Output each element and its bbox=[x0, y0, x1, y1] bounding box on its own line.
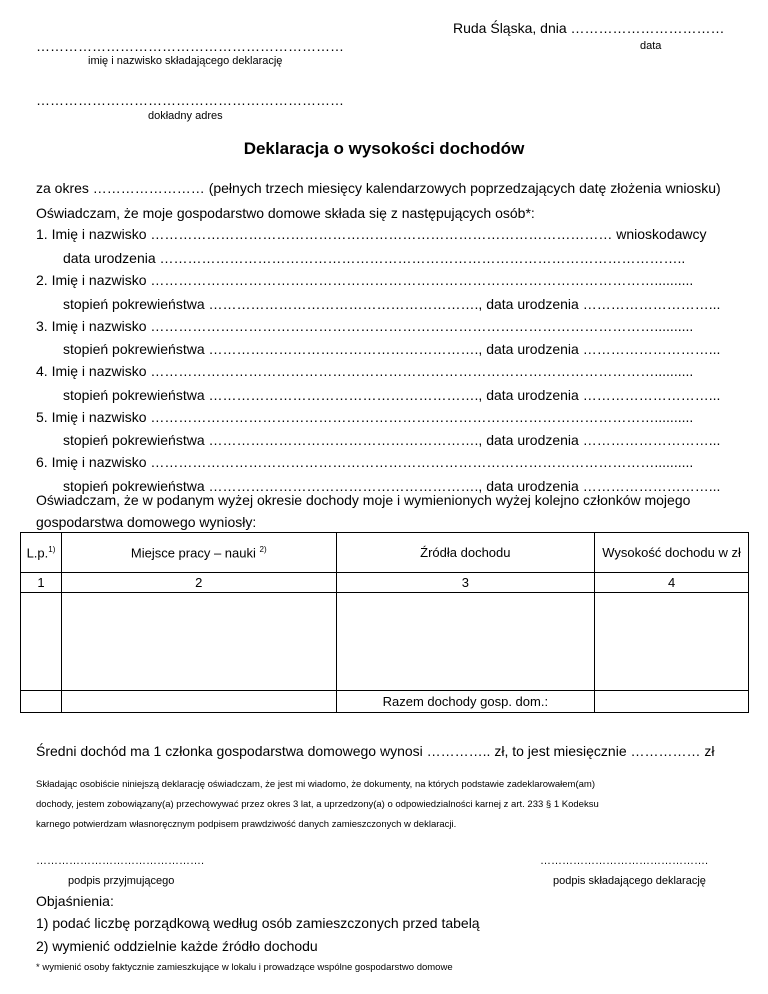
name-line: ………………………………………………………… bbox=[36, 38, 344, 54]
household-intro: Oświadczam, że moje gospodarstwo domowe składa się z następujących osób*: bbox=[36, 205, 535, 221]
header-workplace: Miejsce pracy – nauki $^{2)}$ bbox=[61, 533, 336, 573]
person-4-name: 4. Imię i nazwisko ……………………………………………………………………………………………….......... bbox=[36, 363, 694, 379]
average-income-line: Średni dochód ma 1 członka gospodarstwa domowego wynosi ………….. zł, to jest miesięcznie …………… zł bbox=[36, 743, 715, 759]
statement-line-3: karnego potwierdzam własnoręcznym podpisem prawdziwość danych zamieszczonych w deklaracji. bbox=[36, 819, 457, 830]
page-title: Deklaracja o wysokości dochodów bbox=[243, 139, 525, 158]
header-income-amount: Wysokość dochodu w zł bbox=[595, 533, 749, 573]
signature-declarant-caption: podpis składającego deklarację bbox=[553, 875, 706, 887]
income-intro-2: gospodarstwa domowego wyniosły: bbox=[36, 514, 257, 530]
notes-heading: Objaśnienia: bbox=[36, 893, 114, 909]
signature-receiver-line: ………………………………………. bbox=[36, 855, 205, 867]
address-line: ………………………………………………………… bbox=[36, 92, 344, 108]
total-empty-2 bbox=[61, 691, 336, 713]
statement-line-2: dochody, jestem zobowiązany(a) przechowywać przez okres 3 lat, a uprzedzony(a) o odpowiedzialności karnej z art. 233 § 1 Kodeksu bbox=[36, 799, 599, 810]
header-lp: L.p.$^{1)}$ bbox=[21, 533, 62, 573]
note-2: 2) wymienić oddzielnie każde źródło dochodu bbox=[36, 938, 318, 954]
entry-lp-cell[interactable] bbox=[21, 593, 62, 691]
entry-workplace-cell[interactable] bbox=[61, 593, 336, 691]
person-6-details: stopień pokrewieństwa …………………………………………………., data urodzenia ………………………... bbox=[63, 478, 721, 494]
entry-source-cell[interactable] bbox=[336, 593, 595, 691]
person-2-details: stopień pokrewieństwa …………………………………………………., data urodzenia ………………………... bbox=[63, 296, 721, 312]
person-5-name: 5. Imię i nazwisko ……………………………………………………………………………………………….......... bbox=[36, 409, 694, 425]
signature-receiver-caption: podpis przyjmującego bbox=[68, 875, 175, 887]
person-5-details: stopień pokrewieństwa …………………………………………………., data urodzenia ………………………... bbox=[63, 432, 721, 448]
column-number-4: 4 bbox=[595, 573, 749, 593]
statement-line-1: Składając osobiście niniejszą deklarację oświadczam, że jest mi wiadomo, że dokumenty, na których podstawie zadeklarowałem(am) bbox=[36, 779, 595, 790]
footnote: * wymienić osoby faktycznie zamieszkujące w lokalu i prowadzące wspólne gospodarstwo domowe bbox=[36, 962, 453, 973]
total-empty-1 bbox=[21, 691, 62, 713]
address-caption: dokładny adres bbox=[148, 110, 223, 122]
column-number-1: 1 bbox=[21, 573, 62, 593]
income-table bbox=[20, 532, 749, 713]
total-amount-cell[interactable] bbox=[595, 691, 749, 713]
entry-amount-cell[interactable] bbox=[595, 593, 749, 691]
person-1-name: 1. Imię i nazwisko ……………………………………………………………………………………… wnioskodawcy bbox=[36, 226, 707, 242]
income-intro-1: Oświadczam, że w podanym wyżej okresie dochody moje i wymienionych wyżej kolejno członków mojego bbox=[36, 492, 691, 508]
column-number-2: 2 bbox=[61, 573, 336, 593]
date-caption: data bbox=[640, 40, 662, 52]
total-label: Razem dochody gosp. dom.: bbox=[336, 691, 595, 713]
signature-declarant-line: ………………………………………. bbox=[540, 855, 709, 867]
person-6-name: 6. Imię i nazwisko ……………………………………………………………………………………………….......... bbox=[36, 454, 694, 470]
name-caption: imię i nazwisko składającego deklarację bbox=[88, 55, 283, 67]
period-line: za okres …………………… (pełnych trzech miesięcy kalendarzowych poprzedzających datę złożenia wniosku) bbox=[36, 180, 721, 196]
place-date-line: Ruda Śląska, dnia …………………………… bbox=[453, 20, 725, 36]
header-income-source: Źródła dochodu bbox=[336, 533, 595, 573]
note-1: 1) podać liczbę porządkową według osób zamieszczonych przed tabelą bbox=[36, 915, 480, 931]
person-3-name: 3. Imię i nazwisko ……………………………………………………………………………………………….......... bbox=[36, 318, 694, 334]
person-1-birth: data urodzenia ………………………………………………………………………………………………….. bbox=[63, 250, 686, 266]
person-3-details: stopień pokrewieństwa …………………………………………………., data urodzenia ………………………... bbox=[63, 341, 721, 357]
column-number-3: 3 bbox=[336, 573, 595, 593]
person-2-name: 2. Imię i nazwisko ……………………………………………………………………………………………….......... bbox=[36, 272, 694, 288]
person-4-details: stopień pokrewieństwa …………………………………………………., data urodzenia ………………………... bbox=[63, 387, 721, 403]
